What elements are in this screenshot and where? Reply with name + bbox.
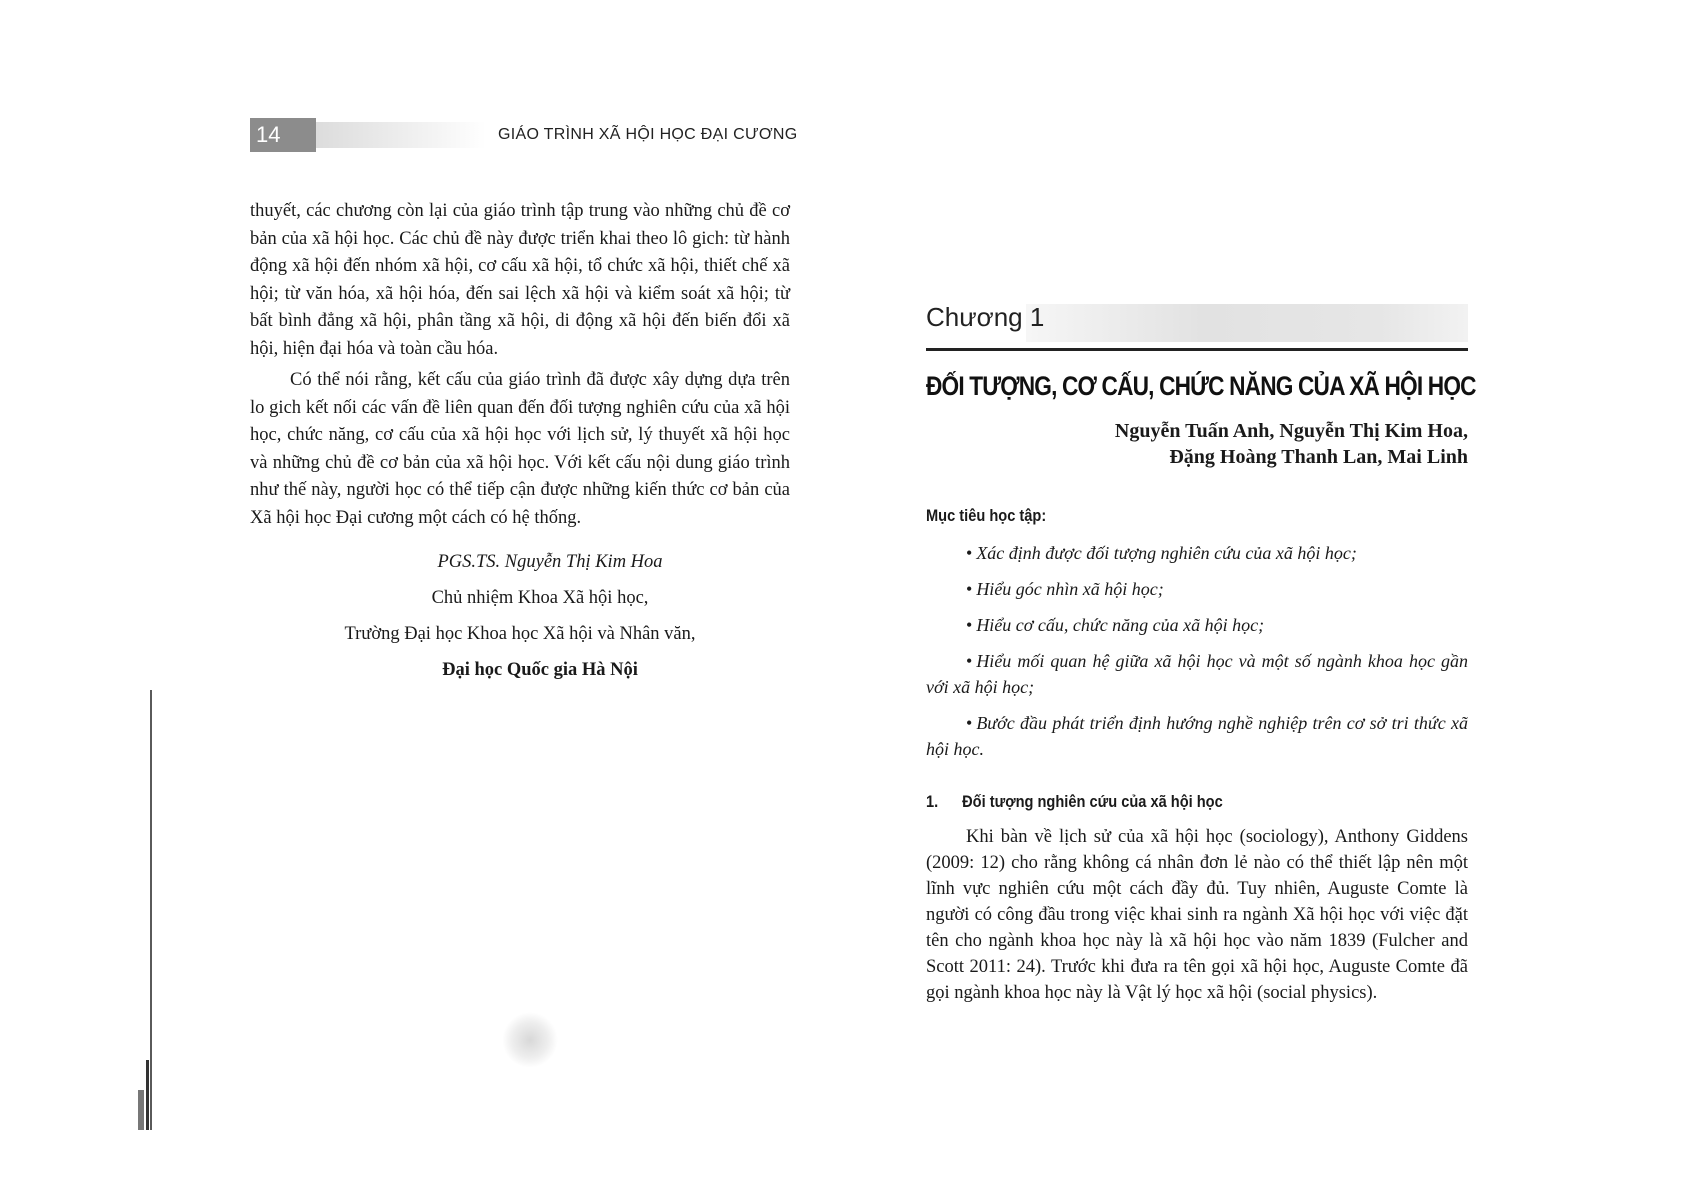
chapter-label: Chương 1	[926, 302, 1045, 332]
preface-paragraph-1: thuyết, các chương còn lại của giáo trình tập trung vào những chủ đề cơ bản của xã hội học. Các chủ đề này được triển khai theo lô gich: từ hành động xã hội đến nhóm xã hội, cơ cấu xã hội, tổ chức xã hội, thiết chế xã hội; từ văn hóa, xã hội hóa, đến sai lệch xã hội và kiểm soát xã hội; từ bất bình đẳng xã hội, phân tầng xã hội, di động xã hội đến biến đổi xã hội, hiện đại hóa và toàn cầu hóa.	[250, 201, 790, 359]
chapter-band	[1026, 304, 1468, 342]
bullet-icon: •	[966, 713, 973, 733]
scan-smudge	[502, 1012, 558, 1068]
book-title: GIÁO TRÌNH XÃ HỘI HỌC ĐẠI CƯƠNG	[498, 126, 798, 143]
chapter-header	[926, 298, 1468, 351]
objective-item: • Xác định được đối tượng nghiên cứu của xã hội học;	[966, 543, 1357, 563]
signature-role: Chủ nhiệm Khoa Xã hội học,	[431, 588, 649, 608]
chapter-authors	[926, 418, 1468, 470]
left-page	[250, 118, 798, 688]
bullet-icon: •	[966, 615, 973, 635]
bullet-icon: •	[966, 651, 973, 671]
left-body-text	[250, 198, 790, 532]
binding-edge	[146, 1060, 149, 1130]
signature-university: Đại học Quốc gia Hà Nội	[442, 660, 638, 680]
bullet-icon: •	[966, 579, 973, 599]
section-number: 1.	[926, 792, 939, 811]
authors-line-1: Nguyễn Tuấn Anh, Nguyễn Thị Kim Hoa,	[1114, 420, 1468, 442]
objective-item: • Hiểu góc nhìn xã hội học;	[966, 579, 1164, 599]
objective-item: • Hiểu cơ cấu, chức năng của xã hội học;	[966, 615, 1265, 635]
binding-shadow	[138, 1090, 144, 1130]
bullet-icon: •	[966, 543, 973, 563]
preface-paragraph-2: Có thể nói rằng, kết cấu của giáo trình đã được xây dựng dựa trên lo gich kết nối các vấn đề liên quan đến đối tượng nghiên cứu của xã hội học, chức năng, cơ cấu của xã hội học với lịch sử, lý thuyết xã hội học và những chủ đề cơ bản của xã hội học. Với kết cấu nội dung giáo trình như thế này, người học có thể tiếp cận được những kiến thức cơ bản của Xã hội học Đại cương một cách có hệ thống.	[250, 370, 790, 528]
section-heading	[926, 792, 1392, 812]
signature-name: PGS.TS. Nguyễn Thị Kim Hoa	[437, 552, 663, 572]
chapter-title: ĐỐI TƯỢNG, CƠ CẤU, CHỨC NĂNG CỦA XÃ HỘI HỌC	[926, 371, 1476, 401]
binding-line	[150, 690, 152, 1130]
signature-block	[250, 544, 790, 688]
signature-school: Trường Đại học Khoa học Xã hội và Nhân văn,	[344, 624, 696, 644]
authors-line-2: Đặng Hoàng Thanh Lan, Mai Linh	[1169, 446, 1468, 468]
running-head	[250, 118, 798, 154]
header-band	[316, 122, 486, 148]
objectives-list	[926, 540, 1468, 762]
objective-item: • Hiểu mối quan hệ giữa xã hội học và một số ngành khoa học gần với xã hội học;	[926, 651, 1468, 697]
page-number: 14	[250, 118, 316, 152]
objectives-label: Mục tiêu học tập:	[926, 506, 1047, 525]
section-paragraph: Khi bàn về lịch sử của xã hội học (sociology), Anthony Giddens (2009: 12) cho rằng không cá nhân đơn lẻ nào có thể thiết lập nên một lĩnh vực nghiên cứu một cách đầy đủ. Tuy nhiên, Auguste Comte là người có công đầu trong việc khai sinh ra ngành Xã hội học với việc đặt tên cho ngành khoa học này là xã hội học vào năm 1839 (Fulcher and Scott 2011: 24). Trước khi đưa ra tên gọi xã hội học, Auguste Comte đã gọi ngành khoa học này là Vật lý học xã hội (social physics).	[926, 827, 1468, 1003]
section-title: Đối tượng nghiên cứu của xã hội học	[962, 792, 1223, 811]
right-page	[926, 298, 1476, 1006]
objective-item: • Bước đầu phát triển định hướng nghề nghiệp trên cơ sở tri thức xã hội học.	[926, 713, 1468, 759]
